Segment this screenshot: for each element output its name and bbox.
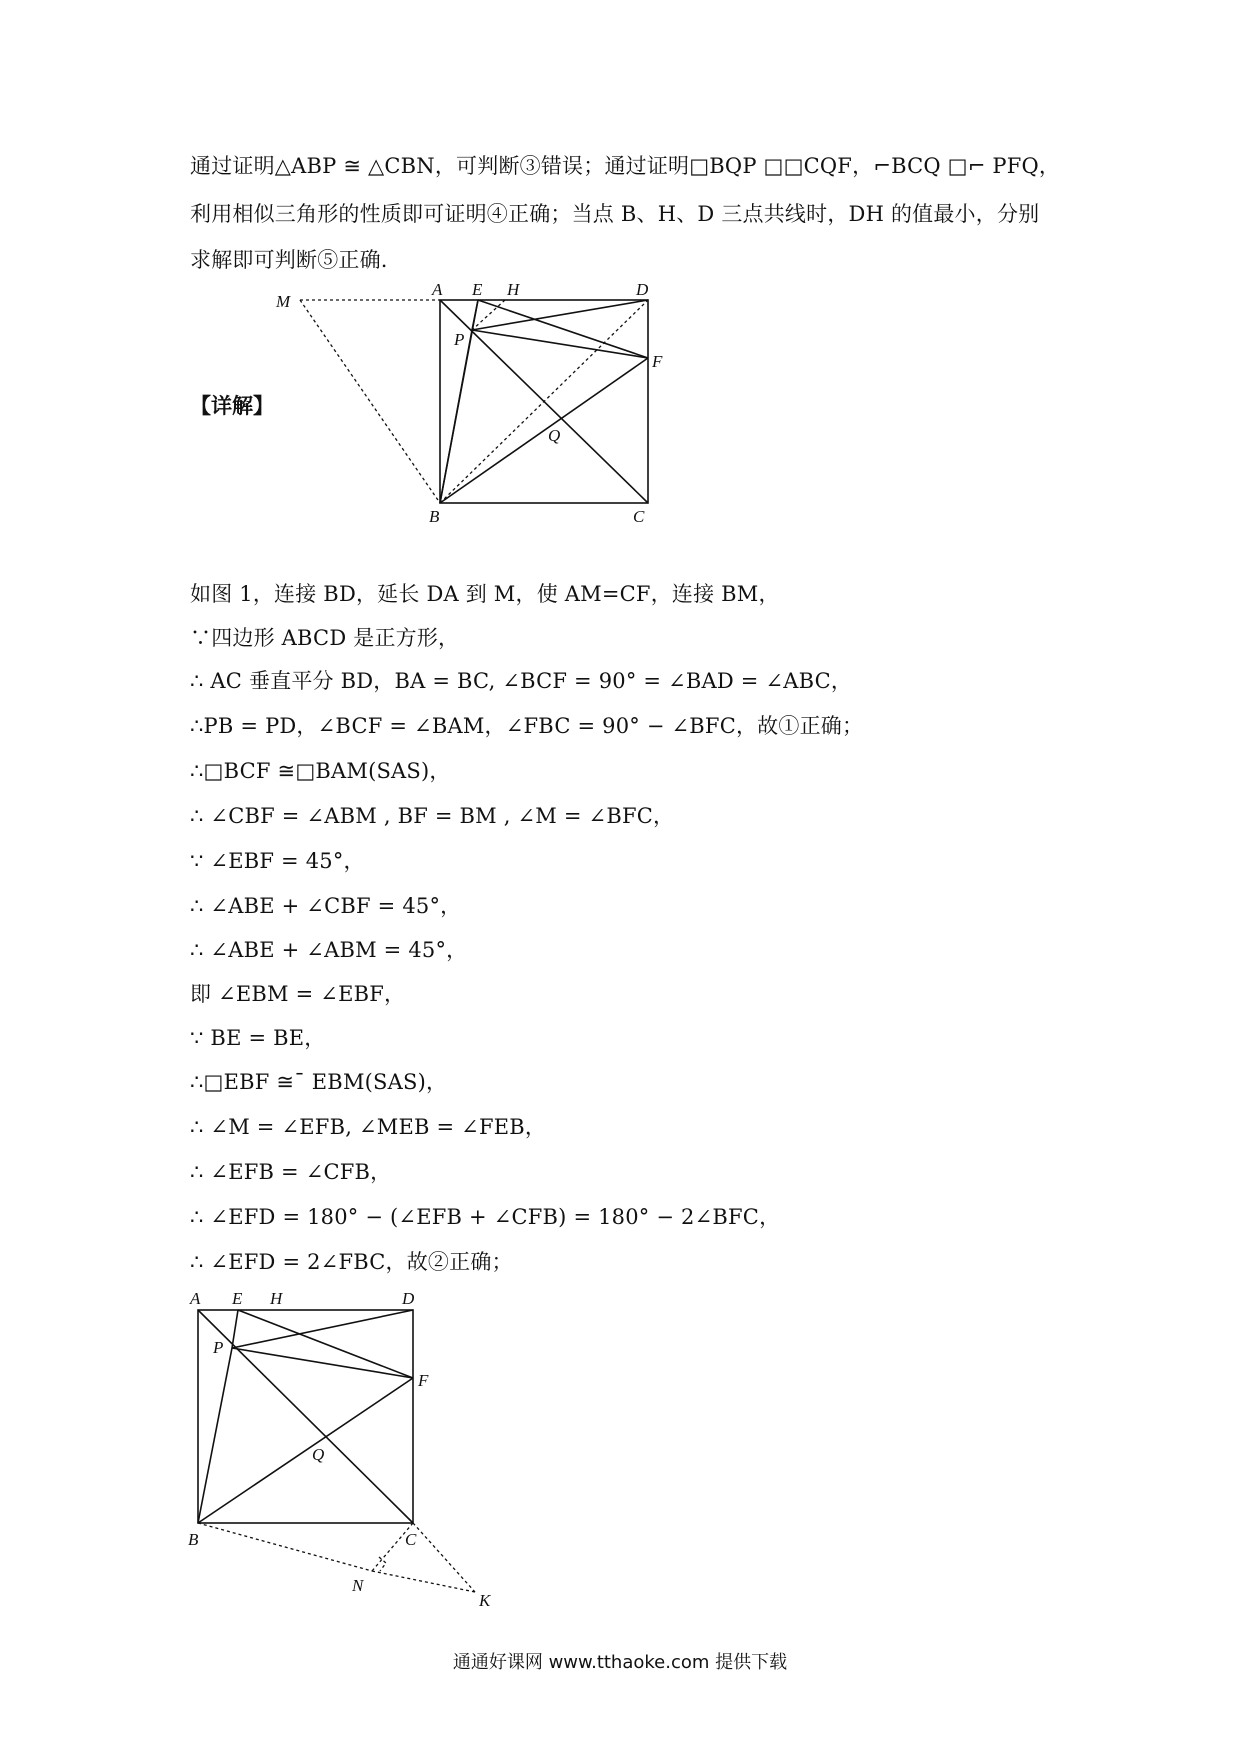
label-e: E xyxy=(472,280,483,299)
intro-line-1: 通过证明△ABP ≅ △CBN，可判断③错误；通过证明□BQP □□CQF，⌐BCQ □⌐ PFQ， xyxy=(190,154,1061,178)
solution-line: ∴PB = PD，∠BCF = ∠BAM，∠FBC = 90° − ∠BFC，故①正确； xyxy=(190,714,864,738)
label-a: A xyxy=(190,1289,201,1308)
label-k: K xyxy=(479,1591,491,1610)
solution-line: ∴ ∠CBF = ∠ABM , BF = BM , ∠M = ∠BFC， xyxy=(190,804,675,828)
section-label: 【详解】 xyxy=(190,393,274,418)
solution-line: ∴ ∠EFD = 180° − (∠EFB + ∠CFB) = 180° − 2∠BFC， xyxy=(190,1205,781,1229)
intro-line-2: 利用相似三角形的性质即可证明④正确；当点 B、H、D 三点共线时，DH 的值最小，分别 xyxy=(190,202,1040,226)
label-b: B xyxy=(429,507,440,526)
intro-line-3: 求解即可判断⑤正确. xyxy=(190,248,388,272)
figure-1 xyxy=(0,0,1240,560)
dashed-mb xyxy=(300,300,440,503)
label-h: H xyxy=(507,280,520,299)
right-angle-mark xyxy=(379,1557,386,1571)
solution-line: ∵ ∠EBF = 45°， xyxy=(190,849,365,873)
label-q: Q xyxy=(548,426,561,445)
solution-line: ∴ ∠ABE + ∠CBF = 45°， xyxy=(190,894,462,918)
solution-line: ∴ ∠EFB = ∠CFB， xyxy=(190,1160,392,1184)
label-n: N xyxy=(352,1576,364,1595)
solution-line: ∴□BCF ≅□BAM(SAS)， xyxy=(190,759,451,783)
solution-line: 如图 1，连接 BD，延长 DA 到 M，使 AM=CF，连接 BM， xyxy=(190,582,780,606)
label-a: A xyxy=(432,280,443,299)
label-q: Q xyxy=(312,1445,325,1464)
segment-ef xyxy=(238,1310,413,1378)
label-b: B xyxy=(188,1530,199,1549)
segment-bf xyxy=(198,1378,413,1523)
solution-line: ∴ ∠M = ∠EFB, ∠MEB = ∠FEB， xyxy=(190,1115,547,1139)
figure-2 xyxy=(0,1280,1240,1610)
solution-line: ∴□EBF ≅¯ EBM(SAS)， xyxy=(190,1070,448,1094)
label-f: F xyxy=(418,1371,429,1390)
diagonal-ac xyxy=(198,1310,413,1523)
dashed-ck xyxy=(413,1523,475,1592)
segment-pe xyxy=(232,1310,238,1348)
dashed-bn xyxy=(198,1523,372,1571)
label-h: H xyxy=(270,1289,283,1308)
label-d: D xyxy=(636,280,649,299)
solution-line: ∴ ∠ABE + ∠ABM = 45°， xyxy=(190,938,468,962)
segment-pf xyxy=(472,330,648,358)
label-d: D xyxy=(402,1289,415,1308)
segment-ef xyxy=(478,300,648,358)
solution-line: ∴ AC 垂直平分 BD，BA = BC, ∠BCF = 90° = ∠BAD = ∠ABC， xyxy=(190,669,853,693)
segment-pf xyxy=(232,1348,413,1378)
solution-line: ∴ ∠EFD = 2∠FBC，故②正确； xyxy=(190,1250,513,1274)
label-e: E xyxy=(232,1289,243,1308)
segment-bf xyxy=(440,358,648,503)
dashed-nk xyxy=(372,1571,475,1592)
label-p: P xyxy=(213,1338,224,1357)
label-c: C xyxy=(633,507,645,526)
label-p: P xyxy=(454,330,465,349)
label-m: M xyxy=(276,292,291,311)
solution-line: ∵ BE = BE， xyxy=(190,1026,326,1050)
solution-line: 即 ∠EBM = ∠EBF， xyxy=(190,982,406,1006)
label-c: C xyxy=(405,1530,417,1549)
label-f: F xyxy=(652,352,663,371)
solution-line: ∵四边形 ABCD 是正方形， xyxy=(190,626,460,650)
segment-bp xyxy=(198,1348,232,1523)
page-footer: 通通好课网 www.tthaoke.com 提供下载 xyxy=(452,1652,788,1673)
